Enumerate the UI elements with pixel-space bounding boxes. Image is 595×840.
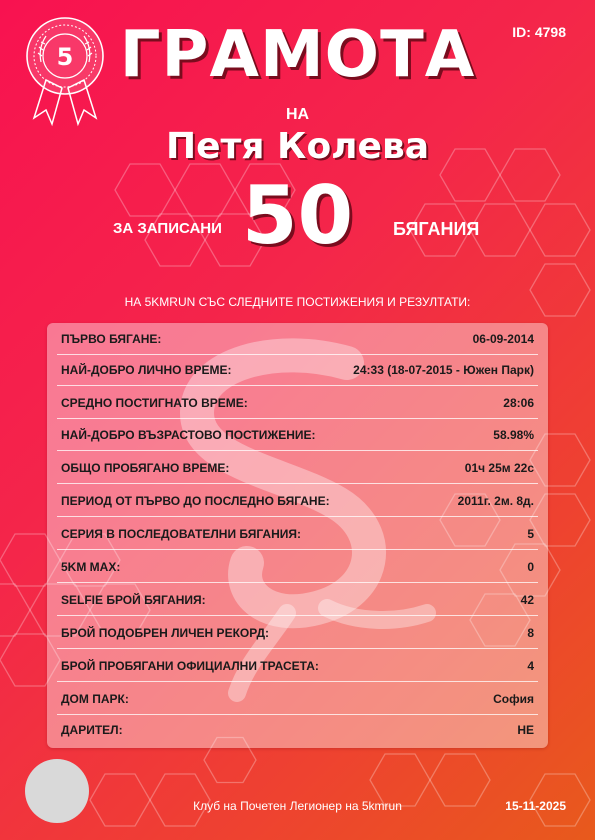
certificate-id: ID: 4798	[512, 24, 566, 40]
stat-label: ДОМ ПАРК:	[61, 691, 129, 706]
stat-row	[57, 419, 538, 451]
stat-label: НАЙ-ДОБРО ВЪЗРАСТОВО ПОСТИЖЕНИЕ:	[61, 427, 316, 442]
stat-value: 5	[527, 526, 534, 541]
run-count-suffix: БЯГАНИЯ	[393, 219, 480, 239]
stat-value: 4	[527, 658, 534, 673]
stat-label: 5KM MAX:	[61, 559, 121, 574]
stat-label: СЕРИЯ В ПОСЛЕДОВАТЕЛНИ БЯГАНИЯ:	[61, 526, 301, 541]
run-count-prefix: ЗА ЗАПИСАНИ	[113, 220, 222, 237]
stat-label: ПЪРВО БЯГАНЕ:	[61, 331, 162, 346]
stat-label: ПЕРИОД ОТ ПЪРВО ДО ПОСЛЕДНО БЯГАНЕ:	[61, 493, 330, 508]
stat-value: 24:33 (18-07-2015 - Южен Парк)	[353, 362, 534, 377]
stat-value: 42	[520, 592, 534, 607]
stat-row	[57, 354, 538, 386]
stat-row	[57, 452, 538, 484]
stat-value: 01ч 25м 22с	[464, 460, 534, 475]
achievements-table	[47, 323, 548, 748]
recipient-prefix: НА	[285, 106, 310, 123]
seal-mark: 5	[56, 43, 74, 71]
stat-label: SELFIE БРОЙ БЯГАНИЯ:	[61, 592, 206, 607]
stat-label: СРЕДНО ПОСТИГНАТО ВРЕМЕ:	[61, 395, 248, 410]
stat-row	[57, 551, 538, 583]
issue-date: 15-11-2025	[505, 799, 566, 813]
stat-value: 58.98%	[493, 427, 534, 442]
stat-value: София	[493, 691, 534, 706]
stat-label: ОБЩО ПРОБЯГАНО ВРЕМЕ:	[61, 460, 230, 475]
recipient-name: Петя Колева	[165, 126, 430, 167]
stat-value: 0	[527, 559, 534, 574]
stat-value: 28:06	[503, 395, 534, 410]
stat-row	[57, 650, 538, 682]
hexagon-shape	[0, 584, 30, 636]
stat-row	[57, 617, 538, 649]
stat-value: НЕ	[517, 723, 534, 737]
stat-row	[57, 683, 538, 715]
stat-label: БРОЙ ПОДОБРЕН ЛИЧЕН РЕКОРД:	[61, 625, 270, 640]
stat-label: БРОЙ ПРОБЯГАНИ ОФИЦИАЛНИ ТРАСЕТА:	[61, 658, 319, 673]
stat-row	[57, 387, 538, 419]
stat-row	[57, 714, 538, 746]
footer-text: Клуб на Почетен Легионер на 5kmrun	[193, 799, 402, 813]
stat-label: ДАРИТЕЛ:	[61, 723, 123, 737]
page-title: ГРАМОТА	[119, 18, 476, 92]
run-count: 50	[241, 169, 354, 262]
stat-row	[57, 323, 538, 355]
stat-row	[57, 584, 538, 616]
stat-label: НАЙ-ДОБРО ЛИЧНО ВРЕМЕ:	[61, 362, 232, 377]
stat-value: 06-09-2014	[472, 331, 534, 346]
stat-row	[57, 485, 538, 517]
stat-row	[57, 518, 538, 550]
stat-value: 2011г. 2м. 8д.	[457, 493, 534, 508]
achievements-intro: НА 5KMRUN СЪС СЛЕДНИТЕ ПОСТИЖЕНИЯ И РЕЗУЛТАТИ:	[124, 295, 471, 309]
stamp-placeholder	[25, 759, 89, 823]
stat-value: 8	[527, 625, 534, 640]
